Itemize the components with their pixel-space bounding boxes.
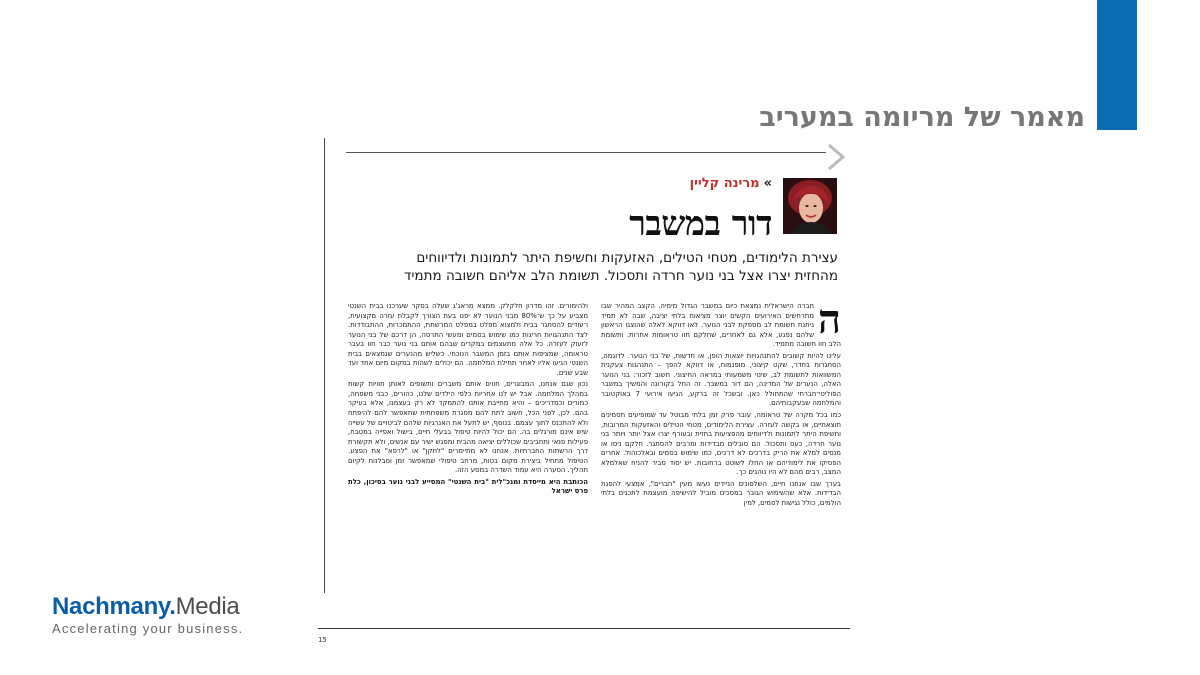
logo-tagline: Accelerating your business. — [52, 621, 244, 636]
article-subhead — [338, 249, 838, 285]
clipping-left-border — [324, 138, 325, 593]
author-photo — [783, 178, 837, 234]
paragraph: חברה הישראלית נמצאת כיום במשבר הגדול מימיה. הקצב המהיר שבו מתרחשים האירועים הקשים יוצר מציאות בלתי יציבה, שבה לא תמיד ניתנת תשומת לב מספקת לבני הנוער. לאו דווקא לאלה שהוצגו הראשון שלהם נפגע, אלא גם לאחרים, שחלקם חוו טראומות אחרות. ותשומת הלב חוו חשובה מתמיד. — [601, 302, 841, 349]
clipping-bottom-rule — [318, 628, 850, 629]
article-headline: דור במשבר — [629, 204, 772, 244]
paragraph: עלינו להיות קשובים להתנהגויות יוצאות הופן, או חדשות, של בני הנוער. לדוגמה, הסתגרות בחדר, שקט קיצוני, מופנמות, או דווקא להפך – התנהגות צעקנית המשוואות לתשומת לב, שינוי משמעותי במראה החיצוני. חשוב לזכור: בני הנוער האלה, הנערים של המדינה, הם דור במשבר. זה החל בקורונה והמשיך במשבר הפוליטי־חברתי שהתחולל כאן. ובשכל זה ברקע, הגיעו אירועי 7 באוקטובר והמלחמה שבעקבותיהם. — [601, 351, 841, 408]
paragraph: ולהימורים. זהו מדרון חלקלק. ממצא מראג'ג שעלה בסקר שערכנו בבית השנטי מצביע על כך ש־80% מבני הנוער לא יפנו בעת הצורך לקבלת עזרה מקצועית, ו־עודים להסתגר בבית ולמצוא מפלט במפלט המרשתת, ההתמכרות, ההתבודדות. לצד התנהגויות חריגות כמו שימוש בסמים ומעשי התרסה, הן דרכם של בני הנוער לזעוק לעזרה. כל אלה מתעצמים במקרים שבהם אותם בני נוער כבר חוו בעבר טראומה, שמציפות אותם בזמן המשבר הנוכחי. כשליש מהנערים שנמצאים בבית השנטי הגיעו אליו לאחר תחילת המלחמה. הם יכולים לשהות במקום מיום אחד ועד שבע שנים. — [348, 302, 588, 377]
subhead-line-1: עצירת הלימודים, מטחי הטילים, האזעקות וחשיפת היתר לתמונות ולדיווחים — [416, 250, 838, 266]
page-number: 15 — [318, 636, 327, 644]
paragraph: נכון שגם אנחנו, המבוגרים, חווים אותם משברים ותשופים לאותן חוויות קשות במהלך המלחמה. אבל יש לנו אחריות כלפי הילדים שלנו, כהורים, כבני משפחה, כמורים וכמדריכים – והיא מחייבת אותנו להתמקד לא רק בעצמנו, אלא בעיקר בהם. לכן, לפני הכל, חשוב לתת להם מסגרת משפחתית שתאפשר להם להיפתח ולא להתכנס לתוך עצמם. בנוסף, יש לתעל את האנרגיות שלהם לביטויים של עשייה שיש אינם מורגלים בה. הם יכול להיות טיפול בבעלי חיים, בישול ואפייה במטבח, פעילות פנאי ותחביבים שכוללים יציאה מהבית ומפגש ישיר עם אנשים, ולא תקשורת דרך הרשתות החברתיות. אנחנו לא מתיימרים "לתקן" או "לרפא" את הפצע. הטיפול מתחיל ביצירת מקום בטוח, מרחב טיפולי שמאפשר זמן וסבלנות לקיום תהליך. הסערה היא עמוד השדרה במסע הזה. — [348, 380, 588, 475]
chevron-icon — [823, 142, 849, 172]
company-logo — [52, 593, 243, 636]
author-portrait-image — [783, 178, 837, 234]
byline-arrows: » — [763, 176, 772, 191]
logo-wordmark: Nachmany.Media — [52, 593, 240, 620]
newspaper-clipping — [318, 138, 850, 650]
paragraph: בערך שבו אנחנו חיים, השלפונים הניידים נעשו מעין "חברים", אמצעי להפגת הבדידות. אלא שהשימוש הגובר במסכים מוביל להישיפה מועצמת לתכנים בלתי הולמים, כולל נגישות לסמים, למין — [601, 479, 841, 507]
article-column-right — [601, 302, 841, 592]
subhead-line-2: מהחזית יצרו אצל בני נוער חרדה ותסכול. תשומת הלב אליהם חשובה מתמיד — [404, 268, 838, 284]
slide-title: מאמר של מריומה במעריב — [759, 102, 1085, 133]
accent-bar — [1097, 0, 1137, 130]
article-column-left — [348, 302, 588, 592]
author-byline — [690, 176, 772, 191]
clipping-top-rule — [346, 152, 826, 153]
paragraph: כמו בכל מקרה של טראומה, עובר פרק זמן בלתי מבוטל עד שמופיעים תסמינים תוצאתיים, או בקשה לעזרה. עצירת הלימודים, מטחי הטילים והאזעקות המרובות, וחשיפת היתר לתמונות ולדיווחים מהפציעות בחזית ובעורף יצרו אצל יותר ויותר בני נוער חרדה, כעס ותסכול. הם סובלים מבדידות ומרבים להסתגר. חלקם ניסו או מנסים למלא את הריק בדרכים לא דרכים, כמו שימוש בסמים ובאלכוהול. אחרים הפסיקו את לימודיהם או החלו לשוטט ברחובות. יש יסוד סביר להניח שאלמלא המצב, רבים מהם לא היו נוהגים כך. — [601, 411, 841, 477]
drop-cap: ה — [817, 302, 841, 343]
author-note: הכותבת היא מייסדת ומנכ"לית "בית השנטי" המסייע לבני נוער בסיכון, כלת פרס ישראל — [348, 477, 588, 496]
author-name: מרינה קליין — [689, 176, 760, 191]
